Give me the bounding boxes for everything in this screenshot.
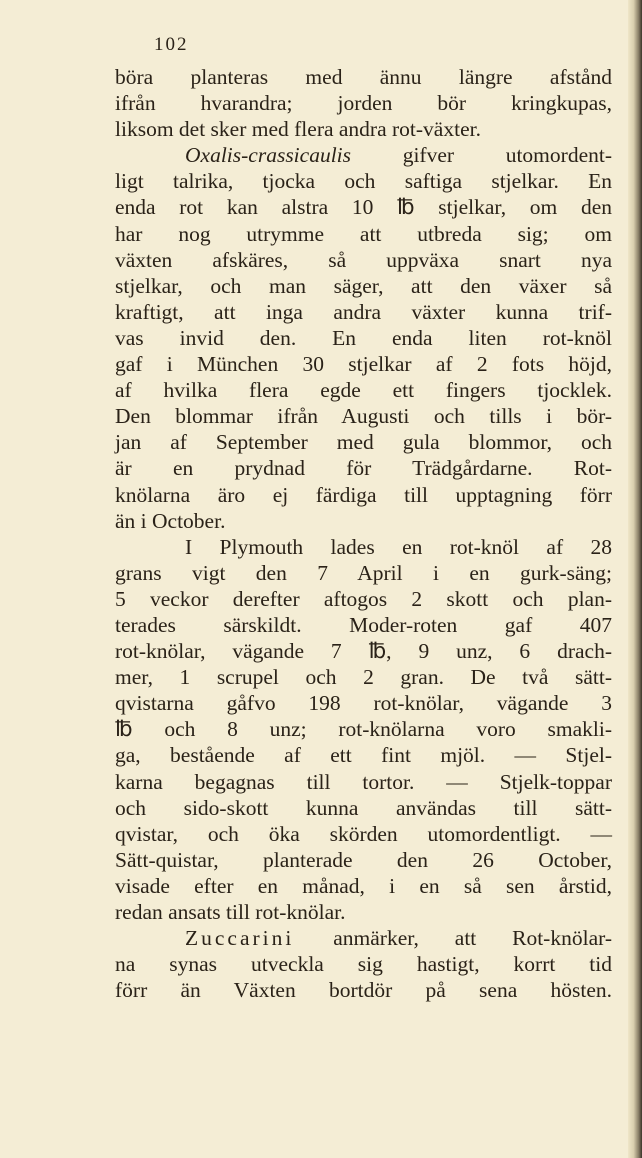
- page-number: 102: [154, 34, 189, 55]
- line-text: gaf i München 30 stjelkar af 2 fots höjd,: [115, 352, 612, 377]
- text-line: [115, 273, 612, 299]
- line-text: enda rot kan alstra 10 ℔ stjelkar, om den: [115, 195, 612, 220]
- text-line: [115, 742, 612, 768]
- text-line: [115, 847, 612, 873]
- text-line: [115, 664, 612, 690]
- line-text: grans vigt den 7 April i en gurk-säng;: [115, 560, 612, 585]
- text-line: [115, 455, 612, 481]
- line-text: och sido-skott kunna användas till sätt-: [115, 795, 612, 820]
- line-text: ligt talrika, tjocka och saftiga stjelkar. En: [115, 169, 612, 194]
- text-line: [115, 429, 612, 455]
- text-line: [115, 325, 612, 351]
- text-line: [115, 769, 612, 795]
- line-text: I Plymouth lades en rot-knöl af 28: [185, 534, 612, 559]
- text-line: [115, 638, 612, 664]
- text-line: [115, 247, 612, 273]
- line-text: mer, 1 scrupel och 2 gran. De två sätt-: [115, 665, 612, 690]
- text-line: [115, 560, 612, 586]
- author-name: Zuccarini: [185, 926, 334, 951]
- text-line: [115, 482, 612, 508]
- text-line: [115, 690, 612, 716]
- text-line: [115, 403, 612, 429]
- line-text: Sätt-quistar, planterade den 26 October,: [115, 847, 612, 872]
- line-text: är en prydnad för Trädgårdarne. Rot-: [115, 456, 612, 481]
- line-text: na synas utveckla sig hastigt, korrt tid: [115, 952, 612, 977]
- text-line: [115, 377, 612, 403]
- line-text: liksom det sker med flera andra rot-växter.: [115, 117, 481, 142]
- text-line: [115, 90, 612, 116]
- text-line: [115, 795, 612, 821]
- text-line: [115, 221, 612, 247]
- text-line: [115, 612, 612, 638]
- line-text: rot-knölar, vägande 7 ℔, 9 unz, 6 drach-: [115, 639, 612, 664]
- text-line: [115, 168, 612, 194]
- page-edge-shadow: [628, 0, 642, 1158]
- line-text: stjelkar, och man säger, att den växer så: [115, 273, 612, 298]
- line-text: qvistar, och öka skörden utomordentligt. —: [115, 821, 612, 846]
- text-line: [115, 508, 612, 534]
- line-text: ga, bestående af ett fint mjöl. — Stjel-: [115, 743, 612, 768]
- text-line: [115, 64, 612, 90]
- text-line: [115, 299, 612, 325]
- text-line: [115, 873, 612, 899]
- text-line: [115, 194, 612, 220]
- line-text: förr än Växten bortdör på sena hösten.: [115, 978, 612, 1003]
- line-text: gifver utomordent-: [402, 143, 612, 168]
- body-text: [115, 64, 612, 1003]
- line-text: växten afskäres, så uppväxa snart nya: [115, 247, 612, 272]
- text-line: [115, 142, 612, 168]
- line-text: vas invid den. En enda liten rot-knöl: [115, 325, 612, 350]
- text-line: [115, 821, 612, 847]
- line-text: visade efter en månad, i en så sen årstid,: [115, 873, 612, 898]
- line-text: jan af September med gula blommor, och: [115, 430, 612, 455]
- line-text: ℔ och 8 unz; rot-knölarna voro smakli-: [115, 717, 612, 742]
- line-text: har nog utrymme att utbreda sig; om: [115, 221, 612, 246]
- text-line: [115, 951, 612, 977]
- text-line: [115, 716, 612, 742]
- line-text: karna begagnas till tortor. — Stjelk-toppar: [115, 769, 612, 794]
- text-line: [115, 116, 612, 142]
- text-line: [115, 925, 612, 951]
- line-text: kraftigt, att inga andra växter kunna trif-: [115, 299, 612, 324]
- line-text: knölarna äro ej färdiga till upptagning förr: [115, 482, 612, 507]
- text-line: [115, 586, 612, 612]
- line-text: böra planteras med ännu längre afstånd: [115, 65, 612, 89]
- text-line: [115, 534, 612, 560]
- line-text: Den blommar ifrån Augusti och tills i bör-: [115, 404, 612, 429]
- text-line: [115, 977, 612, 1003]
- line-text: än i October.: [115, 508, 226, 533]
- line-text: redan ansats till rot-knölar.: [115, 900, 346, 924]
- line-text: 5 veckor derefter aftogos 2 skott och plan-: [115, 586, 612, 611]
- line-text: terades särskildt. Moder-roten gaf 407: [115, 612, 612, 637]
- text-line: [115, 351, 612, 377]
- line-text: qvistarna gåfvo 198 rot-knölar, vägande 3: [115, 691, 612, 716]
- line-text: ifrån hvarandra; jorden bör kringkupas,: [115, 91, 612, 116]
- line-text: anmärker, att Rot-knölar-: [333, 926, 612, 951]
- text-line: [115, 899, 612, 925]
- species-name: Oxalis-crassicaulis: [185, 143, 403, 168]
- line-text: af hvilka flera egde ett fingers tjocklek.: [115, 378, 612, 403]
